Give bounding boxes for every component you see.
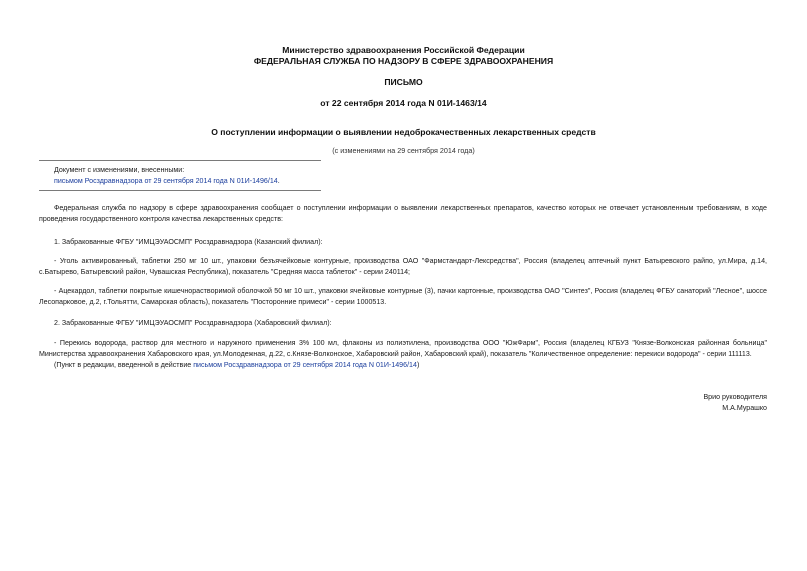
signatory-position: Врио руководителя bbox=[703, 393, 767, 401]
amendment-link-suffix: . bbox=[277, 177, 280, 185]
amendments-bottom-rule bbox=[39, 190, 321, 191]
item2-note-suffix: ) bbox=[416, 361, 420, 369]
item2-note-prefix: (Пункт в редакции, введенной в действие bbox=[54, 361, 194, 369]
amendments-reference bbox=[54, 176, 280, 187]
item2-edit-note bbox=[39, 360, 767, 371]
item1-entry-coal: - Уголь активированный, таблетки 250 мг 10 шт., упаковки безъячейковые контурные, производства ОАО "Фармстандарт-Лексредства", Россия (владелец аптечный пункт Батыревского райпо, ул.Мира, д.14, с.Батырево, Батыревский район, Чувашская Республика), показатель "Средняя масса таблеток" - серии 240114; bbox=[39, 257, 767, 276]
changes-note: (с изменениями на 29 сентября 2014 года) bbox=[332, 146, 475, 155]
amendments-label: Документ с изменениями, внесенными: bbox=[54, 166, 185, 174]
intro-paragraph: Федеральная служба по надзору в сфере здравоохранения сообщает о поступлении информации о выявлении лекарственных препаратов, качество которых не отвечает установленным требованиям, в ходе проведения государственного контроля качества лекарственных средств: bbox=[39, 204, 767, 223]
document-date-number: от 22 сентября 2014 года N 01И-1463/14 bbox=[320, 98, 487, 108]
ministry-name: Министерство здравоохранения Российской Федерации bbox=[282, 45, 525, 55]
document-type: ПИСЬМО bbox=[384, 77, 423, 87]
item1-heading: 1. Забракованные ФГБУ "ИМЦЭУАОСМП" Росздравнадзора (Казанский филиал): bbox=[54, 238, 323, 246]
item2-note-link[interactable]: письмом Росздравнадзора от 29 сентября 2014 года N 01И-1496/14 bbox=[193, 361, 417, 369]
service-name: ФЕДЕРАЛЬНАЯ СЛУЖБА ПО НАДЗОРУ В СФЕРЕ ЗДРАВООХРАНЕНИЯ bbox=[253, 56, 554, 66]
amendment-link[interactable]: письмом Росздравнадзора от 29 сентября 2014 года N 01И-1496/14 bbox=[54, 177, 278, 185]
document-title: О поступлении информации о выявлении недоброкачественных лекарственных средств bbox=[211, 127, 596, 137]
item1-entry-acecardol: - Ацекардол, таблетки покрытые кишечнорастворимой оболочкой 50 мг 10 шт., упаковки ячейковые контурные (3), пачки картонные, производства ОАО "Синтез", Россия (владелец ФГБУ санаторий "Лесное", шоссе Лесопарковое, д.2, г.Тольятти, Самарская область), показатель "Посторонние примеси" - серии 1000513. bbox=[39, 287, 767, 306]
item2-entry-peroxide: - Перекись водорода, раствор для местного и наружного применения 3% 100 мл, флаконы из полиэтилена, производства ООО "ЮжФарм", Россия (владелец КГБУЗ "Князе-Волконская районная больница" Министерства здравоохранения Хабаровского края, ул.Молодежная, д.22, с.Князе-Волконское, Хабаровский район, Хабаровский край), показатель "Количественное определение: перекиси водорода" - серии 111113. bbox=[39, 339, 767, 358]
signatory-name: М.А.Мурашко bbox=[722, 404, 767, 412]
amendments-top-rule bbox=[39, 160, 321, 161]
item2-heading: 2. Забракованные ФГБУ "ИМЦЭУАОСМП" Росздравнадзора (Хабаровский филиал): bbox=[54, 319, 332, 327]
